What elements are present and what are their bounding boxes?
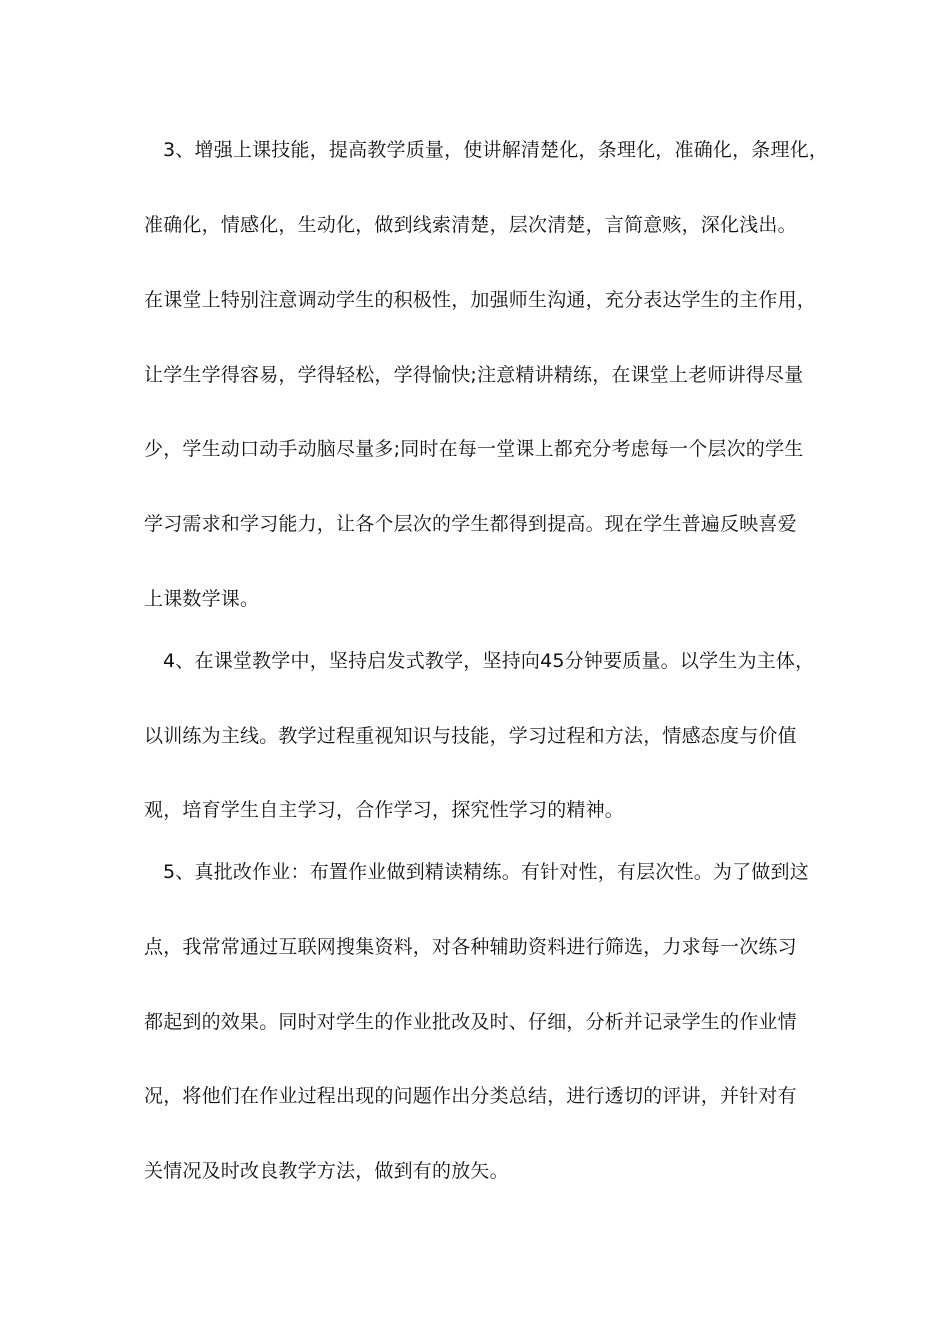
paragraph-3-line-5: 少，学生动口动手动脑尽量多;同时在每一堂课上都充分考虑每一个层次的学生	[144, 438, 804, 460]
paragraph-4-line-3: 观，培育学生自主学习，合作学习，探究性学习的精神。	[144, 799, 625, 821]
paragraph-3-line-4: 让学生学得容易，学得轻松，学得愉快;注意精讲精练，在课堂上老师讲得尽量	[144, 364, 804, 386]
paragraph-4-line-1: 4、在课堂教学中，坚持启发式教学，坚持向45分钟要质量。以学生为主体，	[163, 650, 815, 672]
paragraph-5-line-5: 关情况及时改良教学方法，做到有的放矢。	[144, 1160, 509, 1182]
paragraph-3-line-7: 上课数学课。	[144, 588, 260, 610]
paragraph-3-line-1: 3、增强上课技能，提高教学质量，使讲解清楚化，条理化，准确化，条理化，	[163, 139, 829, 161]
paragraph-4-line-2: 以训练为主线。教学过程重视知识与技能，学习过程和方法，情感态度与价值	[144, 725, 797, 747]
paragraph-5-line-3: 都起到的效果。同时对学生的作业批改及时、仔细，分析并记录学生的作业情	[144, 1011, 797, 1033]
paragraph-5-line-1: 5、真批改作业：布置作业做到精读精练。有针对性，有层次性。为了做到这	[163, 861, 809, 883]
paragraph-3-line-2: 准确化，情感化，生动化，做到线索清楚，层次清楚，言简意赅，深化浅出。	[144, 214, 797, 236]
paragraph-5-line-2: 点，我常常通过互联网搜集资料，对各种辅助资料进行筛选，力求每一次练习	[144, 936, 797, 958]
paragraph-3-line-6: 学习需求和学习能力，让各个层次的学生都得到提高。现在学生普遍反映喜爱	[144, 513, 797, 535]
paragraph-5-line-4: 况，将他们在作业过程出现的问题作出分类总结，进行透切的评讲，并针对有	[144, 1085, 797, 1107]
paragraph-3-line-3: 在课堂上特别注意调动学生的积极性，加强师生沟通，充分表达学生的主作用，	[144, 289, 817, 311]
